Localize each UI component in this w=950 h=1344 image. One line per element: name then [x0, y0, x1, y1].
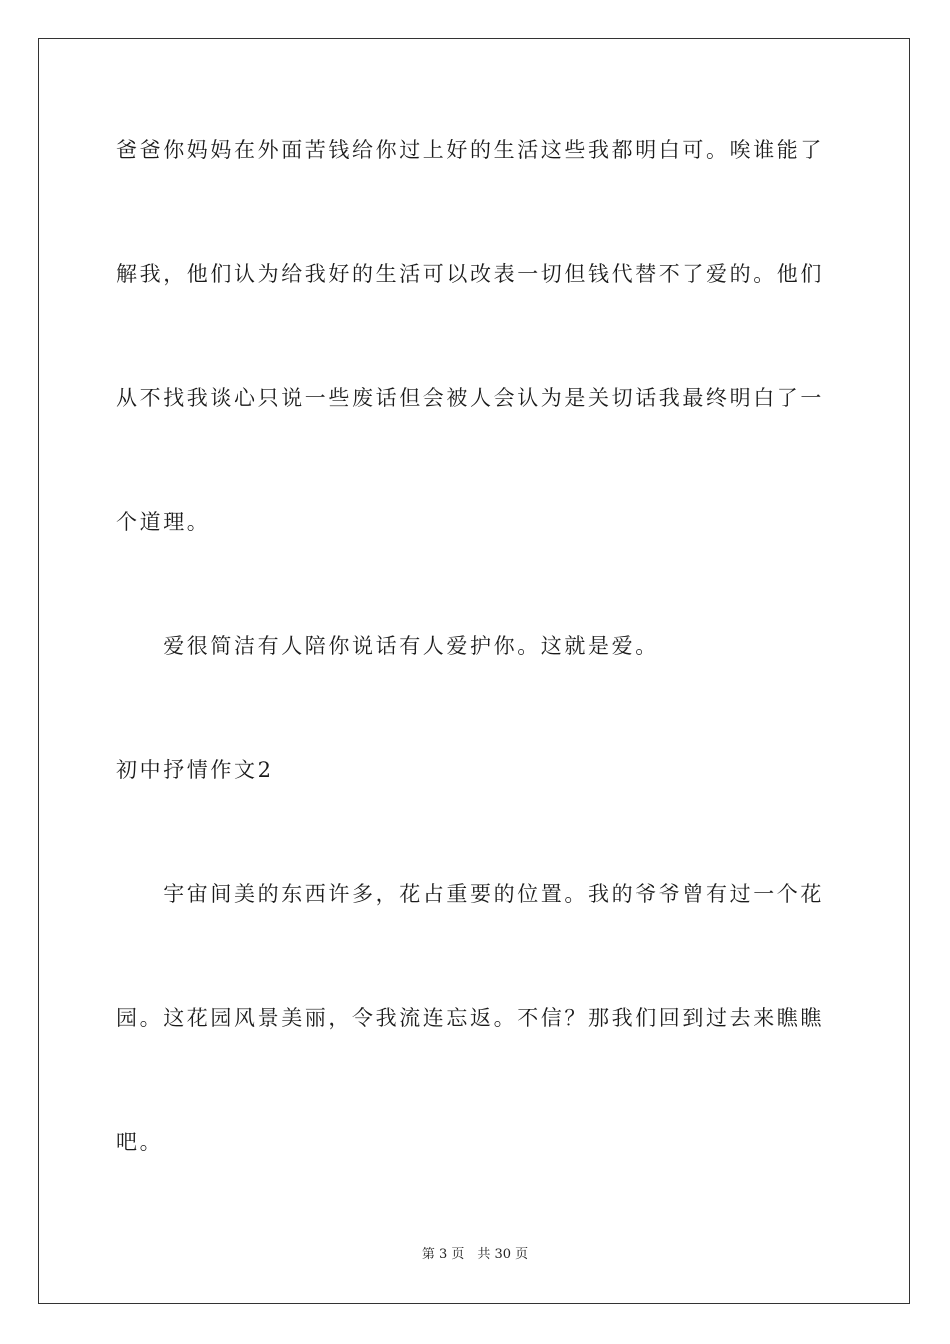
paragraph-line: 爱很简洁有人陪你说话有人爱护你。这就是爱。: [116, 634, 659, 658]
paragraph-line: 吧。: [116, 1130, 164, 1154]
paragraph-line: 个道理。: [116, 510, 211, 534]
section-heading: 初中抒情作文2: [116, 758, 274, 782]
paragraph-line: 园。这花园风景美丽，令我流连忘返。不信？那我们回到过去来瞧瞧: [116, 1006, 824, 1030]
page-frame: [38, 38, 910, 1304]
paragraph-line: 宇宙间美的东西许多，花占重要的位置。我的爷爷曾有过一个花: [116, 882, 824, 906]
paragraph-line: 从不找我谈心只说一些废话但会被人会认为是关切话我最终明白了一: [116, 386, 824, 410]
page-number-footer: 第 3 页 共 30 页: [421, 1247, 529, 1262]
paragraph-line: 解我，他们认为给我好的生活可以改表一切但钱代替不了爱的。他们: [116, 262, 824, 286]
paragraph-line: 爸爸你妈妈在外面苦钱给你过上好的生活这些我都明白可。唉谁能了: [116, 138, 824, 162]
